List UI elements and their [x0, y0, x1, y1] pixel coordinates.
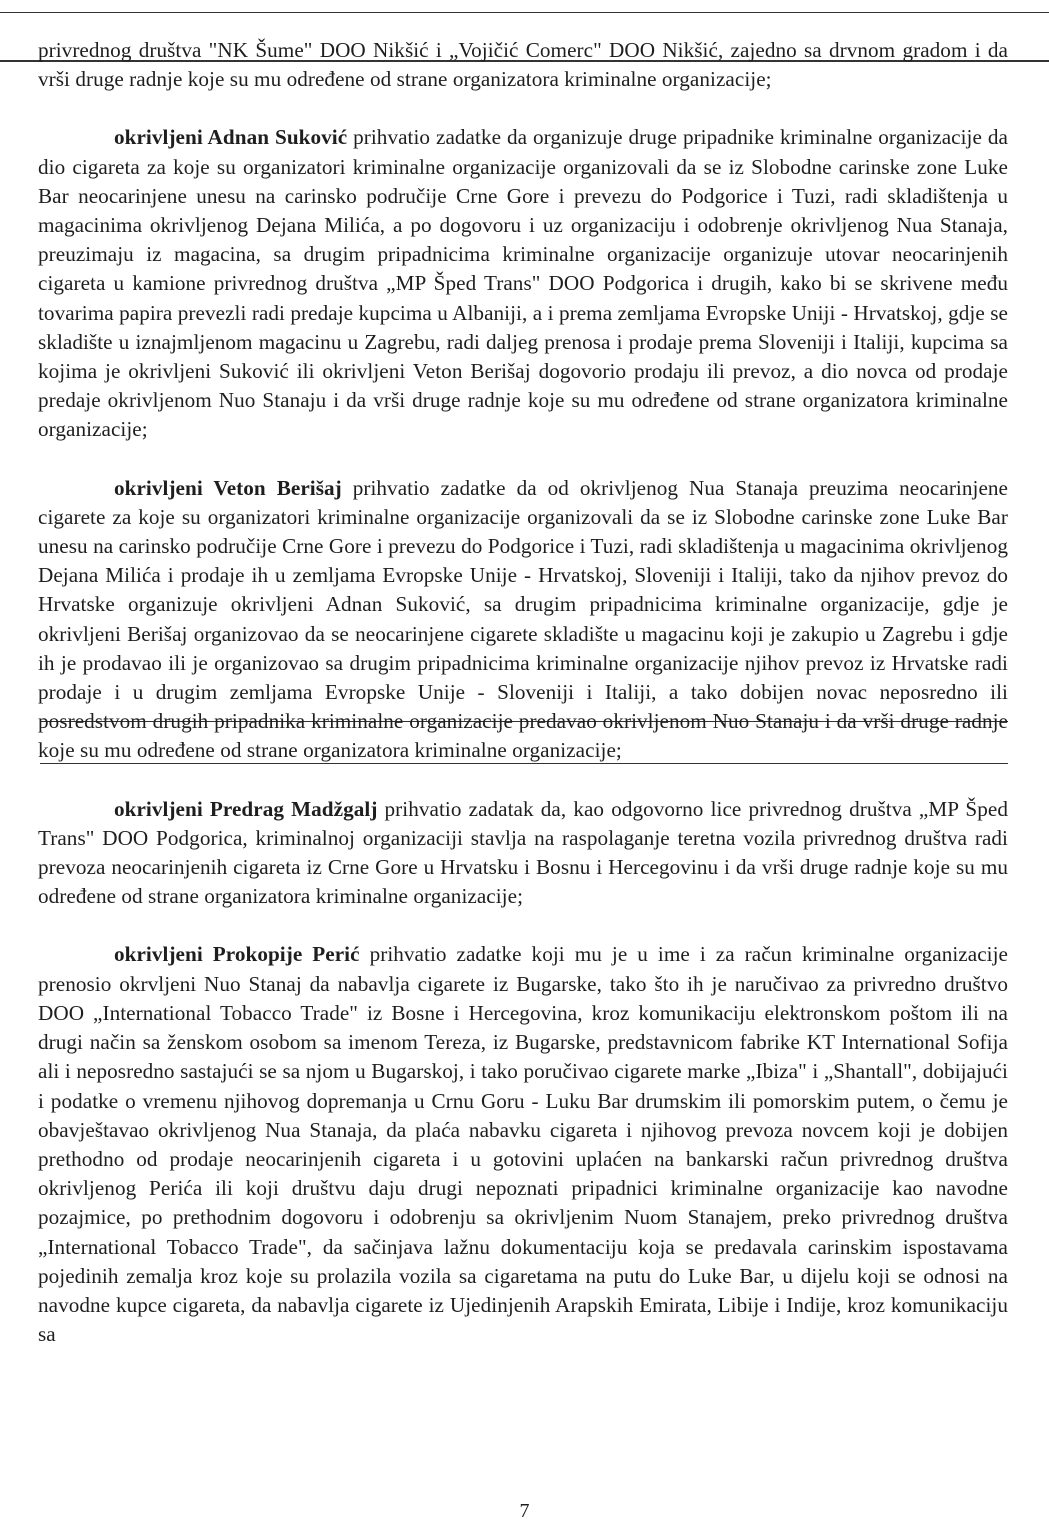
paragraph-text: prihvatio zadatak da, kao odgovorno lice privrednog društva „MP Šped Trans" DOO Podgorica, kriminalnoj organizaciji stavlja na raspolaganje teretna vozila privrednog društva radi prevoza neocarinjenih cigareta iz Crne Gore u Hrvatsku i Bosnu i Hercegovinu i da vrši druge radnje koje su mu određene od strane organizatora kriminalne organizacije;: [38, 796, 1008, 909]
document-body: [38, 36, 1008, 1349]
paragraph-predrag-madzgalj: [38, 795, 1008, 912]
defendant-name: okrivljeni Prokopije Perić: [114, 942, 360, 967]
paragraph-text: prihvatio zadatke da od okrivljenog Nua Stanaja preuzima neocarinjene cigarete za koje su organizatori kriminalne organizacije organizovali da se iz Slobodne carinske zone Luke Bar unesu na carinsko područije Crne Gore i prevezu do Podgorice i Tuzi, radi skladištenja u magacinima okrivljenog Dejana Milića i prodaje ih u zemljama Evropske Unije - Hrvatskoj, Sloveniji i Italiji, tako da njihov prevoz do Hrvatske organizuje okrivljeni Adnan Suković, sa drugim pripadnicima kriminalne organizacije, gdje je okrivljeni Berišaj organizovao da se neocarinjene cigarete skladište u magacinu koji je zakupio u Zagrebu i gdje ih je prodavao ili je organizovao sa drugim pripadnicima kriminalne organizacije njihov prevoz iz Hrvatske radi prodaje i u drugim zemljama Evropske Unije - Sloveniji i Italiji, a tako dobijen novac neposredno ili posredstvom drugih pripadnika kriminalne organizacije predavao okrivljenom Nuo Stanaju i da vrši druge radnje koje su mu određene od strane organizatora kriminalne organizacije;: [38, 475, 1008, 763]
defendant-name: okrivljeni Adnan Suković: [114, 125, 348, 150]
paragraph-veton-berisaj: [38, 474, 1008, 766]
defendant-name: okrivljeni Predrag Madžgalj: [114, 796, 378, 821]
page-number: 7: [519, 1500, 530, 1522]
paragraph-text: prihvatio zadatke koji mu je u ime i za račun kriminalne organizacije prenosio okrvljeni Nuo Stanaj da nabavlja cigarete iz Bugarske, tako što ih je naručivao za privredno društvo DOO „International Tobacco Trade" iz Bosne i Hercegovina, kroz komunikaciju elektronskom poštom ili na drugi način sa ženskom osobom sa imenom Tereza, iz Bugarske, predstavnicom fabrike KT International Sofija ali i neposredno sastajući se sa njom u Bugarskoj, i tako poručivao cigarete marke „Ibiza" i „Shantall", dobijajući i podatke o vremenu njihovog dopremanja u Crnu Goru - Luku Bar drumskim ili pomorskim putem, o čemu je obavještavao okrivljenog Nua Stanaja, da plaća nabavku cigareta i njihovog prevoza novcem koji je dobijen prethodno od prodaje neocarinjenih cigareta i u gotovini uplaćen na bankarski račun privrednog društva okrivljenog Perića ili koji društvu daju drugi nepoznati pripadnici kriminalne organizacije kao navodne pozajmice, po prethodnim dogovoru i odobrenju sa okrivljenim Nuom Stanajem, preko privrednog društva „International Tobacco Trade", da sačinjava lažnu dokumentaciju koja se predavala carinskim ispostavama pojedinih zemalja kroz koje su prolazila vozila sa cigaretama na putu do Luke Bar, u dijelu koji se odnosi na navodne kupce cigareta, da nabavlja cigarete iz Ujedinjenih Arapskih Emirata, Libije i Indije, kroz komunikaciju sa: [38, 942, 1008, 1347]
paragraph-text: prihvatio zadatke da organizuje druge pripadnike kriminalne organizacije da dio cigareta za koje su organizatori kriminalne organizacije organizovali da se iz Slobodne carinske zone Luke Bar neocarinjene unesu na carinsko područije Crne Gore i prevezu do Podgorice i Tuzi, radi skladištenja u magacinima okrivljenog Dejana Milića, a po dogovoru i uz organizaciju i odobrenje okrivljenog Nua Stanaja, preuzimaju iz magacina, sa drugim pripadnicima kriminalne organizacije organizuje utovar neocarinjenih cigareta u kamione privrednog društva „MP Šped Trans" DOO Podgorica i drugih, kako bi se skrivene među tovarima papira prevezli radi predaje kupcima u Albaniji, a i prema zemljama Evropske Uniji - Hrvatskoj, gdje se skladište u iznajmljenom magacinu u Zagrebu, radi daljeg prenosa i prodaje prema Sloveniji i Italiji, kupcima sa kojima je okrivljeni Suković ili okrivljeni Veton Berišaj dogovorio prodaju ili prevoz, a dio novca od prodaje predaje okrivljenom Nuo Stanaju i da vrši druge radnje koje su mu određene od strane organizatora kriminalne organizacije;: [38, 125, 1008, 442]
paragraph-prokopije-peric: [38, 940, 1008, 1349]
paragraph-text: privrednog društva "NK Šume" DOO Nikšić i „Vojičić Comerc" DOO Nikšić, zajedno sa drvnom gradom i da vrši druge radnje koje su mu određene od strane organizatora kriminalne organizacije;: [38, 38, 1008, 92]
paragraph-adnan-sukovic: [38, 123, 1008, 444]
scan-artifact-line: [0, 12, 1049, 13]
paragraph-continuation: [38, 36, 1008, 94]
defendant-name: okrivljeni Veton Berišaj: [114, 475, 342, 500]
